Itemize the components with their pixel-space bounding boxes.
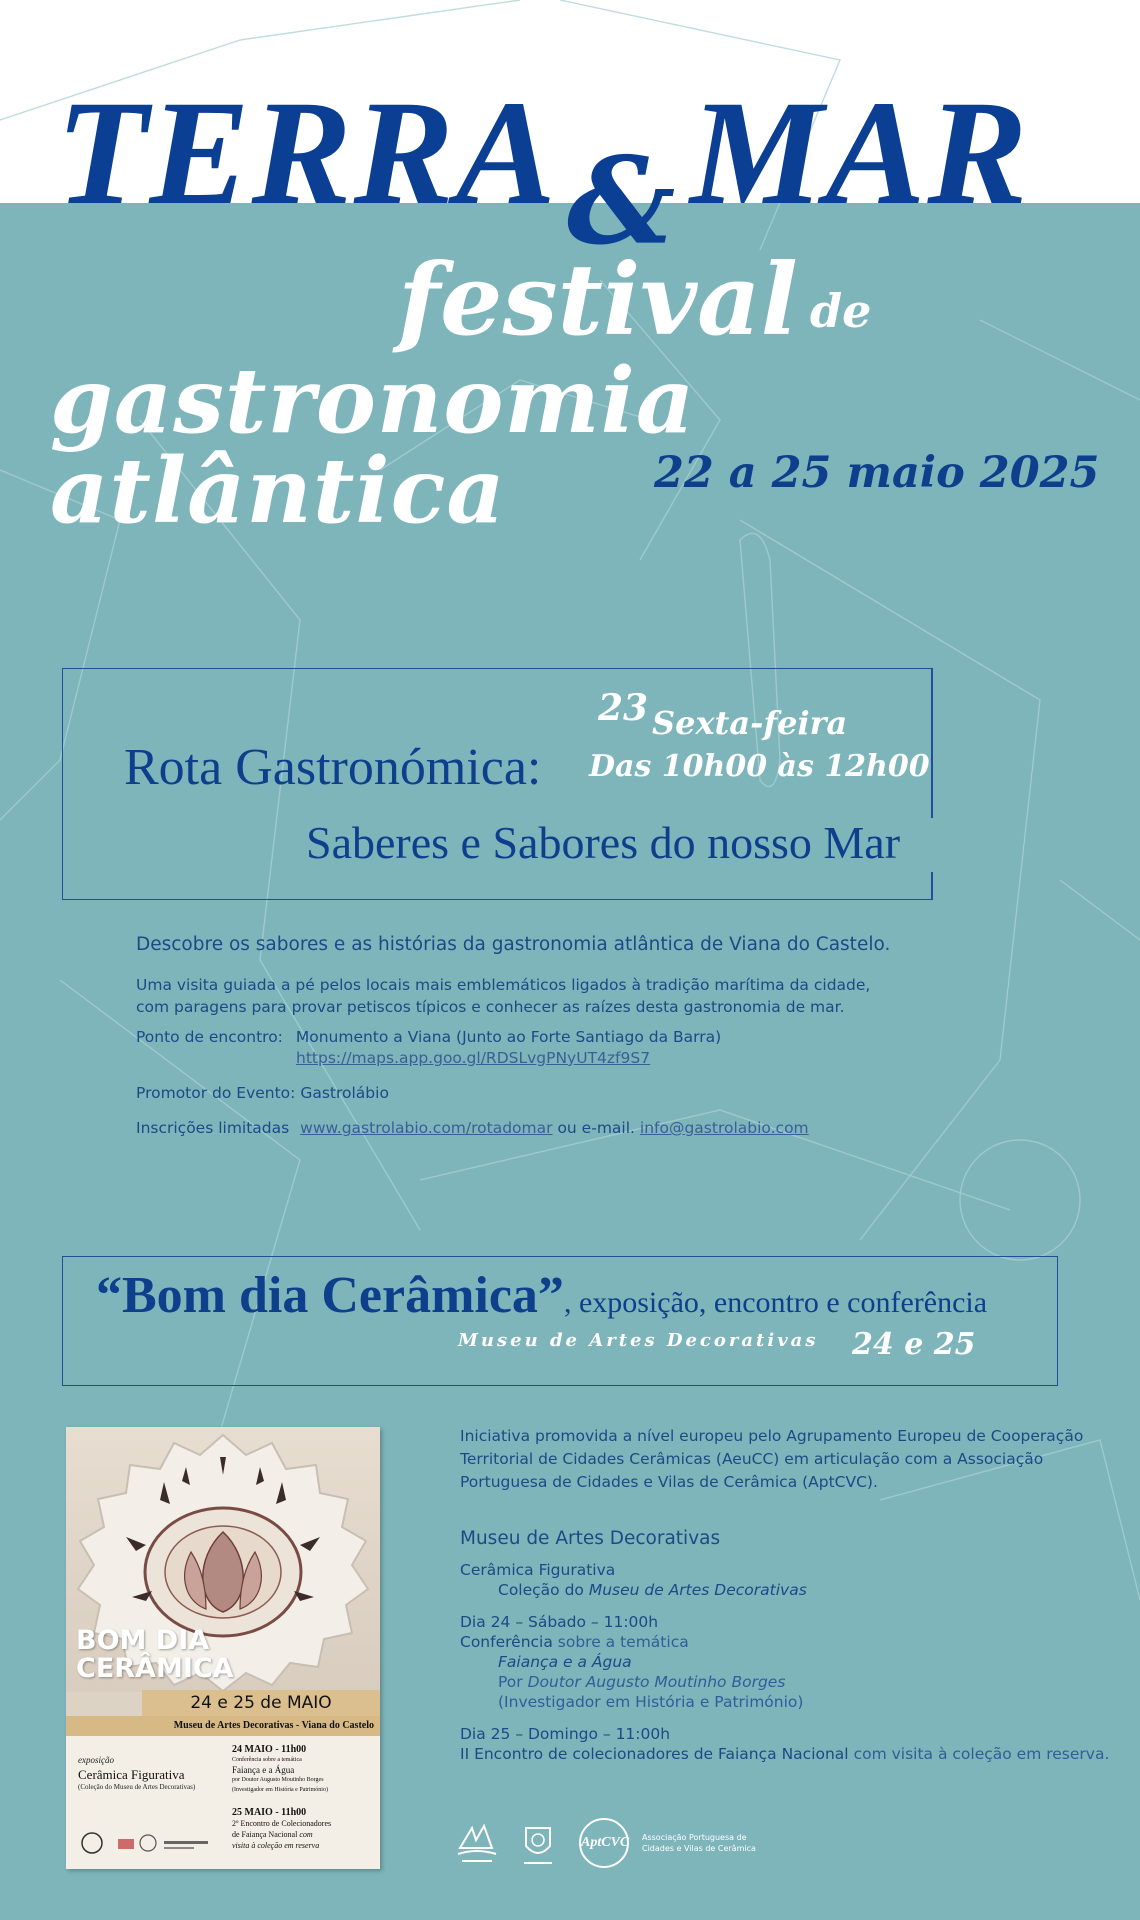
festival-subtitle: gastronomia atlântica [50, 348, 696, 544]
festival-word: festival [398, 243, 798, 358]
event1-frame-right-upper [931, 668, 933, 818]
registration-mid: ou e-mail. [557, 1119, 635, 1137]
event2-days: 24 e 25 [852, 1327, 976, 1362]
meeting-map-link[interactable]: https://maps.app.goo.gl/RDSLvgPNyUT4zf9S7 [296, 1049, 651, 1067]
event1-registration-row [136, 1119, 809, 1137]
exhibit-collection-museum: Museu de Artes Decorativas [588, 1581, 807, 1599]
exhibit-collection-prefix: Coleção do [498, 1581, 584, 1599]
event1-meeting-row [136, 1028, 721, 1046]
event2-museum-heading: Museu de Artes Decorativas [460, 1528, 721, 1549]
day25-line-bold: II Encontro de colecionadores de Faiança Nacional [460, 1745, 849, 1763]
title-mar: MAR [690, 70, 1030, 236]
event2-day25 [460, 1724, 1109, 1764]
day24-speaker: Doutor Augusto Moutinho Borges [527, 1673, 786, 1691]
day24-header: Dia 24 – Sábado – 11:00h [460, 1613, 659, 1631]
poster-item2-line1: 2º Encontro de Colecionadores [232, 1819, 332, 1828]
poster-item1-line4: (Investigador em História e Património) [232, 1787, 328, 1793]
event1-frame-right-lower [931, 872, 933, 900]
event1-weekday: Sexta-feira [652, 704, 848, 742]
municipality-crest-icon [518, 1818, 558, 1868]
day25-line-rest: com visita à coleção em reserva. [853, 1745, 1110, 1763]
registration-email[interactable]: info@gastrolabio.com [639, 1119, 809, 1137]
promoter-value: Gastrolábio [300, 1084, 389, 1102]
event2-exhibit [460, 1560, 807, 1600]
event1-lead: Descobre os sabores e as histórias da gastronomia atlântica de Viana do Castelo. [136, 934, 891, 955]
poster-item2-line2: de Faiança Nacional [232, 1830, 298, 1839]
title-ampersand: & [567, 131, 676, 272]
bom-dia-ceramica-poster [66, 1427, 380, 1869]
event1-desc-line2: com paragens para provar petiscos típicos e conhecer as raízes desta gastronomia de mar. [136, 998, 845, 1016]
event1-day-number: 23 [598, 687, 649, 729]
poster-item1-line2: Faiança e a Água [232, 1765, 295, 1775]
day25-header: Dia 25 – Domingo – 11:00h [460, 1725, 671, 1743]
event1-title: Rota Gastronómica: [124, 739, 542, 796]
poster-item2 [232, 1807, 372, 1851]
poster-item1 [232, 1745, 372, 1795]
meeting-value: Monumento a Viana (Junto ao Forte Santiago da Barra) [295, 1028, 722, 1046]
aptcvc-caption-line1: Associação Portuguesa de [642, 1833, 747, 1842]
poster-footer-logos [78, 1827, 218, 1861]
event1-subtitle: Saberes e Sabores do nosso Mar [306, 817, 901, 868]
event2-venue: Museu de Artes Decorativas [458, 1330, 819, 1351]
day24-theme: Faiança e a Água [498, 1653, 632, 1671]
day24-conf-rest: sobre a temática [557, 1633, 689, 1651]
festival-dates: 22 a 25 maio 2025 [654, 448, 1100, 498]
event2-title-row [96, 1266, 987, 1325]
registration-label: Inscrições limitadas [136, 1119, 290, 1137]
poster-item2-header: 25 MAIO - 11h00 [232, 1807, 307, 1818]
poster-item1-header: 24 MAIO - 11h00 [232, 1744, 307, 1755]
promoter-label: Promotor do Evento: [136, 1084, 296, 1102]
poster-item1-line3: por Doutor Augusto Moutinho Borges [232, 1777, 324, 1783]
aptcvc-caption [642, 1832, 756, 1854]
day24-by-prefix: Por [498, 1673, 523, 1691]
poster-venue: Museu de Artes Decorativas - Viana do Castelo [66, 1716, 380, 1736]
aptcvc-logo: AptCVC [579, 1818, 629, 1868]
aptcvc-caption-line2: Cidades e Vilas de Cerâmica [642, 1844, 756, 1853]
poster-item2-line4: visita à coleção em reserva [232, 1841, 320, 1850]
event2-intro-line2: Territorial de Cidades Cerâmicas (AeuCC) em articulação com a Associação [460, 1450, 1044, 1468]
event2-intro [460, 1425, 1083, 1494]
day24-conf-bold: Conferência [460, 1633, 553, 1651]
poster-expo-title: Cerâmica Figurativa [78, 1767, 185, 1782]
event2-intro-line3: Portuguesa de Cidades e Vilas de Cerâmica (AptCVC). [460, 1473, 878, 1491]
poster-title-line1: BOM DIA [76, 1625, 210, 1656]
poster-item1-line1: Conferência sobre a temática [232, 1757, 302, 1763]
event1-time: Das 10h00 às 12h00 [589, 749, 930, 784]
event2-title: “Bom dia Cerâmica” [96, 1267, 564, 1324]
day24-role: (Investigador em História e Património) [498, 1693, 804, 1711]
title-terra: TERRA [56, 70, 558, 236]
event2-title-suffix: , exposição, encontro e conferência [563, 1286, 988, 1319]
festival-de: de [810, 284, 872, 338]
event2-day24 [460, 1612, 803, 1712]
poster-expo-sub: (Coleção do Museu de Artes Decorativas) [78, 1783, 196, 1791]
poster-date-band: 24 e 25 de MAIO [142, 1690, 380, 1716]
poster-title [76, 1627, 234, 1683]
event2-intro-line1: Iniciativa promovida a nível europeu pelo Agrupamento Europeu de Cooperação [460, 1427, 1084, 1445]
event1-desc-line1: Uma visita guiada a pé pelos locais mais emblemáticos ligados à tradição marítima da cidade, [136, 976, 871, 994]
poster-title-line2: CERÂMICA [76, 1653, 234, 1684]
event1-promoter-row [136, 1084, 389, 1102]
registration-link[interactable]: www.gastrolabio.com/rotadomar [300, 1119, 553, 1137]
poster-expo-label: exposição [78, 1755, 114, 1765]
meeting-label: Ponto de encontro: [136, 1028, 283, 1046]
exhibit-title: Cerâmica Figurativa [460, 1561, 616, 1579]
poster-item2-line3: com [299, 1830, 313, 1839]
viana-castelo-logo-icon [452, 1818, 502, 1868]
